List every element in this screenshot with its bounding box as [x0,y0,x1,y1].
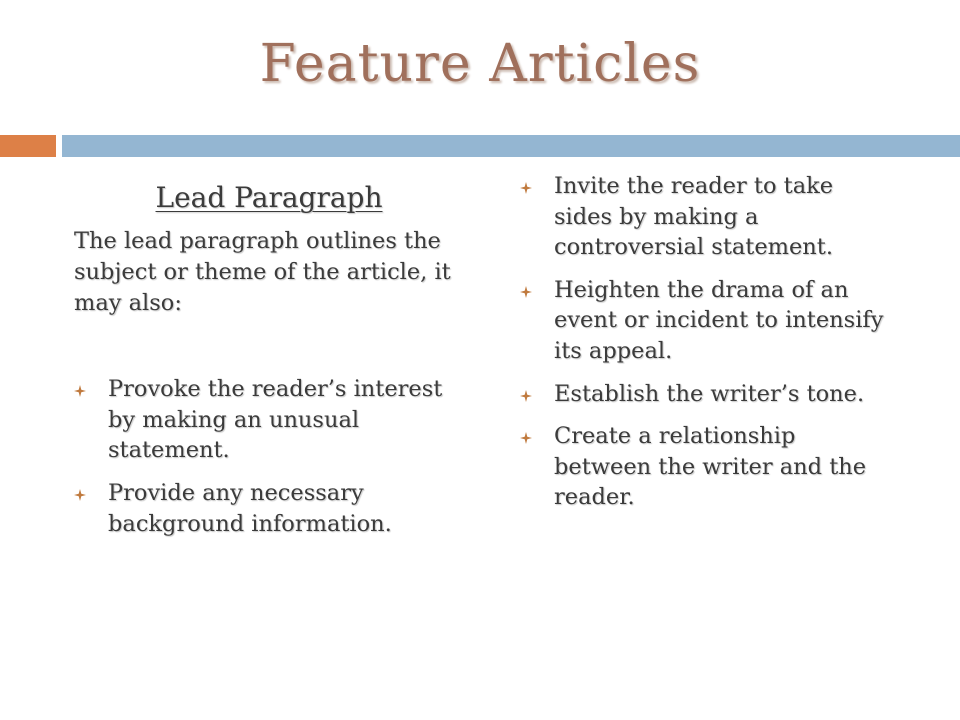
bullet-text: Create a relationship between the writer and the reader. [554,423,867,511]
slide-title: Feature Articles [259,34,701,94]
bullet-icon [520,390,532,402]
bullet-item [520,421,892,513]
bullet-item [520,171,892,263]
bullet-icon [520,286,532,298]
bullet-item [520,379,892,410]
right-content-column [520,171,892,525]
left-content-column [74,180,464,551]
bullet-icon [74,489,86,501]
bullet-icon [74,385,86,397]
bullet-item [74,374,464,466]
bullet-item [74,478,464,539]
bullet-text: Heighten the drama of an event or incident to intensify its appeal. [554,276,884,364]
title-accent-bar-orange [0,135,56,157]
bullet-icon [520,182,532,194]
bullet-text: Provide any necessary background information. [108,479,392,537]
lead-paragraph-heading: Lead Paragraph [155,181,383,214]
title-accent-bar-blue [62,135,960,157]
bullet-icon [520,432,532,444]
lead-paragraph-intro: The lead paragraph outlines the subject or theme of the article, it may also: [74,228,451,316]
right-bullet-list [520,171,892,513]
left-bullet-list [74,374,464,539]
bullet-item [520,275,892,367]
bullet-text: Provoke the reader’s interest by making an unusual statement. [108,376,443,464]
bullet-text: Invite the reader to take sides by making a controversial statement. [554,173,834,261]
bullet-text: Establish the writer’s tone. [554,380,865,407]
